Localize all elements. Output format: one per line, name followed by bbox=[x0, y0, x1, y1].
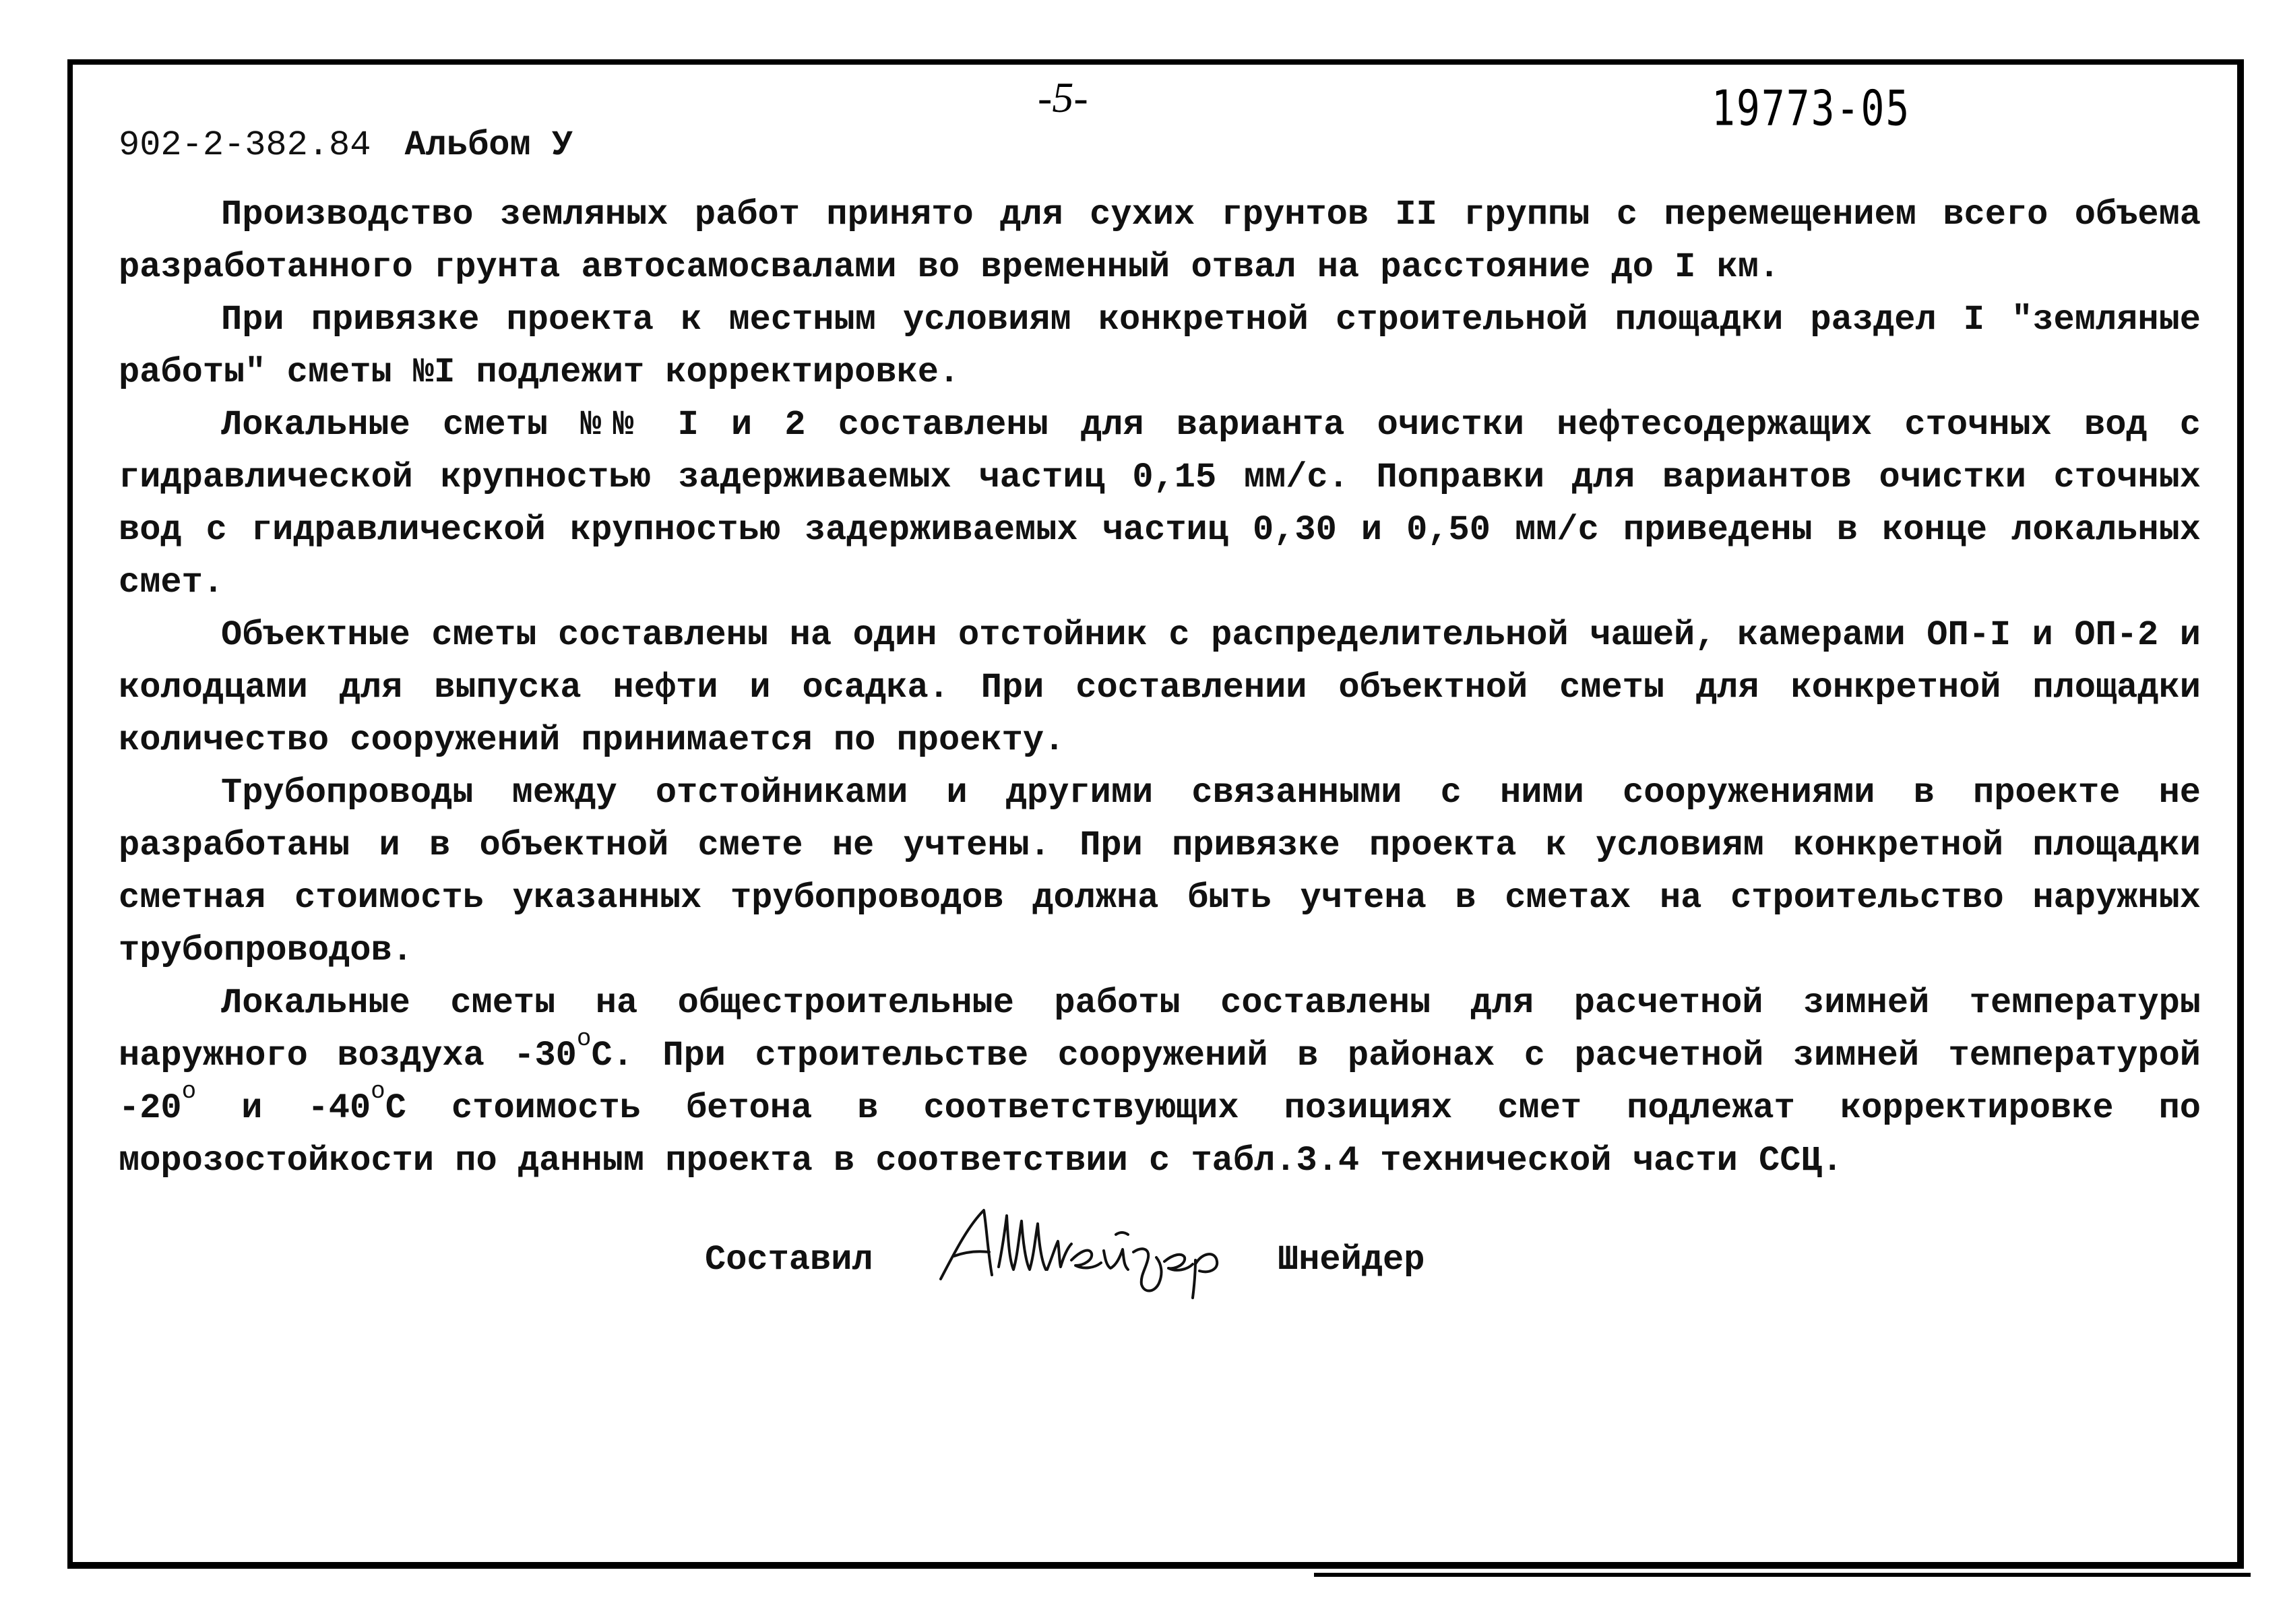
paragraph-local-estimates: Локальные сметы №№ I и 2 составлены для варианта очистки нефтесодержащих сточных вод с гидравлической крупностью задерживаемых частиц 0,15 мм/с. Поправки для вариантов очистки сточных вод с гидравлической крупностью задерживаемых частиц 0,30 и 0,50 мм/с приведены в конце локальных смет. bbox=[119, 405, 2201, 602]
paragraph-pipelines: Трубопроводы между отстойниками и другими связанными с ними сооружениями в проекте не разработаны и в объектной смете не учтены. При привязке проекта к условиям конкретной площадки сметная стоимость указанных трубопроводов должна быть учтена в сметах на строительство наружных трубопроводов. bbox=[119, 773, 2201, 970]
paragraph-earthworks: Производство земляных работ принято для сухих грунтов II группы с перемещением всего объема разработанного грунта автосамосвалами во временный отвал на расстояние до I км. bbox=[119, 195, 2201, 287]
body-text bbox=[119, 189, 2201, 1187]
page-number: -5- bbox=[1038, 73, 1088, 121]
album-label: Альбом У bbox=[404, 125, 573, 165]
handwritten-signature bbox=[927, 1199, 1264, 1301]
registry-number: 19773-05 bbox=[1712, 80, 1911, 137]
compiled-by-label: Составил bbox=[705, 1240, 873, 1280]
paragraph-site-binding: При привязке проекта к местным условиям конкретной строительной площадки раздел I "земляные работы" сметы №I подлежит корректировке. bbox=[119, 300, 2201, 392]
paragraph-object-estimates: Объектные сметы составлены на один отстойник с распределительной чашей, камерами ОП-I и ОП-2 и колодцами для выпуска нефти и осадка. При составлении объектной сметы для конкретной площадки количество сооружений принимается по проекту. bbox=[119, 615, 2201, 760]
document-code bbox=[119, 125, 573, 165]
paragraph-temperature: Локальные сметы на общестроительные работы составлены для расчетной зимней температуры наружного воздуха $-30^оС$. При строительстве сооружений в районах с расчетной зимней температурой $-20^о$ и $-40^оС$ стоимость бетона в соответствующих позициях смет подлежат корректировке по морозостойкости по данным проекта в соответствии с табл.3.4 технической части ССЦ. bbox=[119, 983, 2201, 1181]
signer-name: Шнейдер bbox=[1278, 1240, 1425, 1280]
document-number: 902-2-382.84 bbox=[119, 125, 371, 165]
frame-edge-line bbox=[1314, 1573, 2251, 1577]
